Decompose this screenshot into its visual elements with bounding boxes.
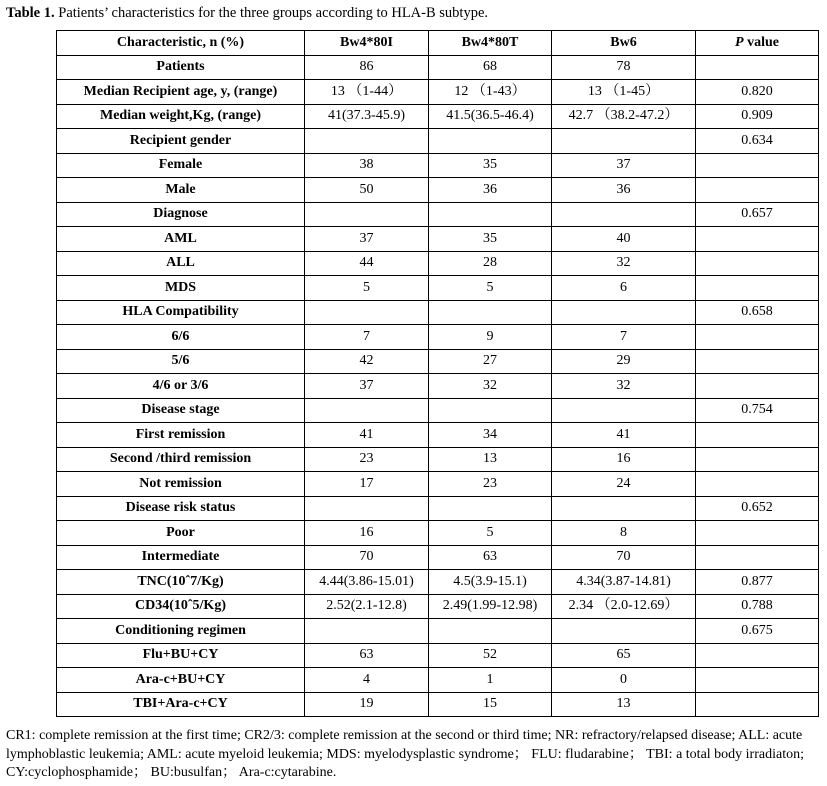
cell-p-value <box>696 251 819 276</box>
cell-bw4-80i <box>305 300 429 325</box>
cell-bw6 <box>552 202 696 227</box>
cell-bw4-80i <box>305 202 429 227</box>
cell-bw4-80t: 27 <box>429 349 552 374</box>
cell-bw4-80t: 9 <box>429 325 552 350</box>
cell-bw4-80i: 37 <box>305 227 429 252</box>
cell-bw4-80i: 44 <box>305 251 429 276</box>
cell-p-value: 0.820 <box>696 80 819 105</box>
row-label: HLA Compatibility <box>57 300 305 325</box>
header-bw4-80i: Bw4*80I <box>305 31 429 56</box>
table-row <box>57 398 819 423</box>
cell-p-value <box>696 325 819 350</box>
cell-bw6: 4.34(3.87-14.81) <box>552 570 696 595</box>
header-p-letter: P <box>735 34 744 50</box>
cell-bw6: 16 <box>552 447 696 472</box>
cell-bw4-80t: 35 <box>429 153 552 178</box>
cell-bw4-80t <box>429 496 552 521</box>
cell-bw4-80i: 5 <box>305 276 429 301</box>
row-label: Median Recipient age, y, (range) <box>57 80 305 105</box>
cell-bw4-80i <box>305 496 429 521</box>
table-row <box>57 153 819 178</box>
header-characteristic: Characteristic, n (%) <box>57 31 305 56</box>
table-row <box>57 447 819 472</box>
cell-bw4-80i: 17 <box>305 472 429 497</box>
cell-bw4-80i: 63 <box>305 643 429 668</box>
cell-bw4-80i: 41 <box>305 423 429 448</box>
cell-p-value <box>696 447 819 472</box>
cell-bw6 <box>552 300 696 325</box>
cell-bw6: 8 <box>552 521 696 546</box>
cell-bw4-80t: 34 <box>429 423 552 448</box>
row-label: Disease risk status <box>57 496 305 521</box>
table-row <box>57 423 819 448</box>
cell-bw6: 29 <box>552 349 696 374</box>
table-row <box>57 251 819 276</box>
cell-bw4-80t: 63 <box>429 545 552 570</box>
table-row <box>57 227 819 252</box>
table-row <box>57 325 819 350</box>
cell-bw4-80t: 52 <box>429 643 552 668</box>
cell-p-value: 0.634 <box>696 129 819 154</box>
cell-p-value: 0.788 <box>696 594 819 619</box>
cell-p-value: 0.658 <box>696 300 819 325</box>
table-row <box>57 643 819 668</box>
cell-bw4-80t: 5 <box>429 276 552 301</box>
cell-p-value: 0.877 <box>696 570 819 595</box>
table-row <box>57 178 819 203</box>
cell-p-value <box>696 545 819 570</box>
table-row <box>57 472 819 497</box>
row-label: Intermediate <box>57 545 305 570</box>
cell-p-value <box>696 178 819 203</box>
cell-bw4-80t: 23 <box>429 472 552 497</box>
cell-p-value <box>696 153 819 178</box>
cell-p-value <box>696 349 819 374</box>
cell-bw4-80t: 41.5(36.5-46.4) <box>429 104 552 129</box>
cell-bw4-80t: 68 <box>429 55 552 80</box>
table-row <box>57 55 819 80</box>
cell-p-value: 0.675 <box>696 619 819 644</box>
cell-bw6 <box>552 129 696 154</box>
cell-bw6 <box>552 619 696 644</box>
cell-bw4-80t <box>429 202 552 227</box>
cell-bw4-80t: 35 <box>429 227 552 252</box>
table-row <box>57 692 819 717</box>
cell-bw4-80t <box>429 300 552 325</box>
row-label: CD34(10ˆ5/Kg) <box>57 594 305 619</box>
cell-p-value <box>696 227 819 252</box>
cell-p-value <box>696 472 819 497</box>
cell-p-value: 0.657 <box>696 202 819 227</box>
cell-bw4-80i: 4.44(3.86-15.01) <box>305 570 429 595</box>
cell-bw6: 24 <box>552 472 696 497</box>
cell-bw4-80i: 38 <box>305 153 429 178</box>
table-row <box>57 496 819 521</box>
cell-bw4-80t: 12 （1-43） <box>429 80 552 105</box>
patient-characteristics-table <box>56 30 819 717</box>
cell-p-value <box>696 374 819 399</box>
cell-p-value: 0.909 <box>696 104 819 129</box>
cell-p-value <box>696 55 819 80</box>
row-label: 6/6 <box>57 325 305 350</box>
cell-bw4-80i <box>305 398 429 423</box>
cell-bw4-80t: 1 <box>429 668 552 693</box>
table-row <box>57 300 819 325</box>
cell-p-value <box>696 643 819 668</box>
table-header-row <box>57 31 819 56</box>
cell-bw6 <box>552 398 696 423</box>
cell-bw4-80i: 41(37.3-45.9) <box>305 104 429 129</box>
table-row <box>57 104 819 129</box>
cell-bw6: 40 <box>552 227 696 252</box>
row-label: AML <box>57 227 305 252</box>
table-row <box>57 668 819 693</box>
cell-bw6: 65 <box>552 643 696 668</box>
cell-bw6: 6 <box>552 276 696 301</box>
cell-bw4-80i: 19 <box>305 692 429 717</box>
table-caption <box>6 5 488 22</box>
row-label: 4/6 or 3/6 <box>57 374 305 399</box>
cell-bw6: 37 <box>552 153 696 178</box>
row-label: Not remission <box>57 472 305 497</box>
table-row <box>57 202 819 227</box>
row-label: Male <box>57 178 305 203</box>
table-caption-text: Patients’ characteristics for the three groups according to HLA-B subtype. <box>54 5 489 21</box>
cell-bw4-80i <box>305 619 429 644</box>
cell-bw6: 0 <box>552 668 696 693</box>
cell-bw4-80i: 16 <box>305 521 429 546</box>
cell-bw4-80i <box>305 129 429 154</box>
cell-p-value <box>696 692 819 717</box>
cell-bw4-80t <box>429 619 552 644</box>
header-p-suffix: value <box>743 34 779 50</box>
cell-bw4-80i: 4 <box>305 668 429 693</box>
cell-bw6: 13 <box>552 692 696 717</box>
row-label: TBI+Ara-c+CY <box>57 692 305 717</box>
row-label: Female <box>57 153 305 178</box>
cell-p-value: 0.652 <box>696 496 819 521</box>
cell-p-value <box>696 668 819 693</box>
row-label: Second /third remission <box>57 447 305 472</box>
row-label: ALL <box>57 251 305 276</box>
cell-bw6: 2.34 （2.0-12.69） <box>552 594 696 619</box>
cell-p-value <box>696 423 819 448</box>
cell-bw4-80i: 70 <box>305 545 429 570</box>
row-label: MDS <box>57 276 305 301</box>
cell-bw4-80t <box>429 398 552 423</box>
row-label: Patients <box>57 55 305 80</box>
cell-bw6: 78 <box>552 55 696 80</box>
table-footnote: CR1: complete remission at the first time; CR2/3: complete remission at the second or third time; NR: refractory/relapsed disease; ALL: acute lymphoblastic leukemia; AML: acute myeloid leukemia; MDS: myelodysplastic syndrome； FLU: fludarabine； TBI: a total body irradiaton; CY:cyclophosphamide； BU:busulfan； Ara-c:cytarabine. <box>6 728 804 780</box>
cell-bw4-80i: 23 <box>305 447 429 472</box>
cell-bw4-80i: 50 <box>305 178 429 203</box>
cell-bw4-80t: 2.49(1.99-12.98) <box>429 594 552 619</box>
table-row <box>57 521 819 546</box>
cell-bw6: 7 <box>552 325 696 350</box>
table-row <box>57 80 819 105</box>
row-label: Median weight,Kg, (range) <box>57 104 305 129</box>
header-bw4-80t: Bw4*80T <box>429 31 552 56</box>
row-label: Diagnose <box>57 202 305 227</box>
cell-bw6: 41 <box>552 423 696 448</box>
cell-bw4-80i: 42 <box>305 349 429 374</box>
row-label: Conditioning regimen <box>57 619 305 644</box>
cell-bw4-80t: 28 <box>429 251 552 276</box>
cell-bw4-80t: 5 <box>429 521 552 546</box>
cell-bw4-80t: 4.5(3.9-15.1) <box>429 570 552 595</box>
table-row <box>57 349 819 374</box>
row-label: Ara-c+BU+CY <box>57 668 305 693</box>
table-row <box>57 570 819 595</box>
cell-bw6: 32 <box>552 251 696 276</box>
cell-bw4-80i: 13 （1-44） <box>305 80 429 105</box>
cell-p-value <box>696 276 819 301</box>
table-row <box>57 619 819 644</box>
cell-bw6: 36 <box>552 178 696 203</box>
table-body <box>57 55 819 717</box>
cell-bw4-80t: 36 <box>429 178 552 203</box>
cell-bw4-80i: 86 <box>305 55 429 80</box>
cell-bw4-80i: 2.52(2.1-12.8) <box>305 594 429 619</box>
cell-p-value <box>696 521 819 546</box>
row-label: 5/6 <box>57 349 305 374</box>
row-label: Poor <box>57 521 305 546</box>
cell-bw4-80t: 32 <box>429 374 552 399</box>
cell-bw6: 13 （1-45） <box>552 80 696 105</box>
table-row <box>57 129 819 154</box>
table-row <box>57 374 819 399</box>
header-bw6: Bw6 <box>552 31 696 56</box>
header-p-value <box>696 31 819 56</box>
cell-bw6: 70 <box>552 545 696 570</box>
row-label: First remission <box>57 423 305 448</box>
cell-bw4-80t <box>429 129 552 154</box>
row-label: Flu+BU+CY <box>57 643 305 668</box>
cell-bw4-80i: 37 <box>305 374 429 399</box>
table-row <box>57 545 819 570</box>
row-label: Disease stage <box>57 398 305 423</box>
cell-bw4-80t: 13 <box>429 447 552 472</box>
cell-bw6: 42.7 （38.2-47.2） <box>552 104 696 129</box>
table-row <box>57 594 819 619</box>
cell-bw6 <box>552 496 696 521</box>
table-row <box>57 276 819 301</box>
cell-p-value: 0.754 <box>696 398 819 423</box>
table-caption-label: Table 1. <box>6 5 55 21</box>
row-label: TNC(10ˆ7/Kg) <box>57 570 305 595</box>
cell-bw4-80t: 15 <box>429 692 552 717</box>
cell-bw4-80i: 7 <box>305 325 429 350</box>
row-label: Recipient gender <box>57 129 305 154</box>
cell-bw6: 32 <box>552 374 696 399</box>
